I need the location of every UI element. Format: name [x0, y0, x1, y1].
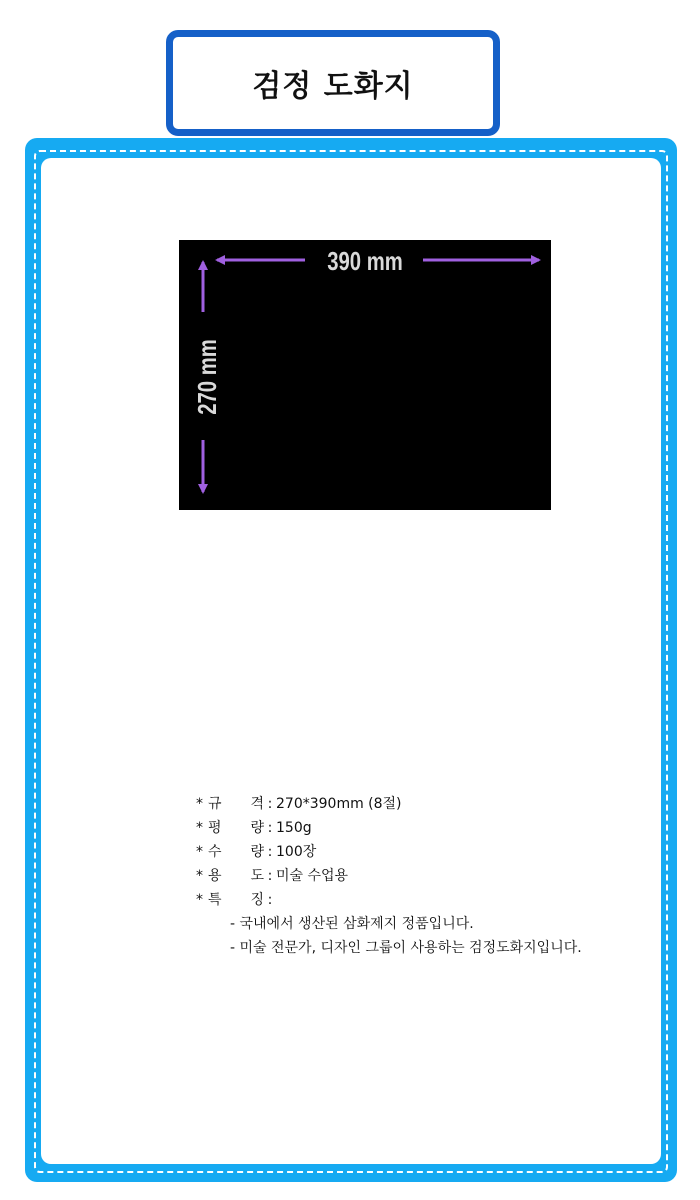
- spec-bullet: *: [196, 892, 203, 908]
- feature-line: - 미술 전문가, 디자인 그룹이 사용하는 검정도화지입니다.: [230, 940, 582, 956]
- spec-row-quantity: [196, 840, 582, 864]
- spec-key: 수 량: [208, 844, 264, 860]
- spec-separator: :: [267, 820, 273, 836]
- spec-value: 270*390mm (8절): [276, 796, 402, 812]
- spec-bullet: *: [196, 868, 203, 884]
- spec-row-weight: [196, 816, 582, 840]
- height-dimension-label: 270 mm: [192, 339, 222, 415]
- dimension-arrows: [179, 240, 551, 510]
- spec-value: 100장: [276, 844, 317, 860]
- spec-bullet: *: [196, 796, 203, 812]
- spec-separator: :: [267, 892, 273, 908]
- feature-line: - 국내에서 생산된 삼화제지 정품입니다.: [230, 916, 474, 932]
- black-paper-sheet: [179, 240, 551, 510]
- spec-bullet: *: [196, 820, 203, 836]
- spec-key: 용 도: [208, 868, 264, 884]
- spec-key: 평 량: [208, 820, 264, 836]
- spec-list: [196, 792, 582, 960]
- frame-content: [41, 158, 661, 1164]
- width-dimension-label: 390 mm: [327, 246, 403, 276]
- spec-key: 특 징: [208, 892, 264, 908]
- spec-value: 미술 수업용: [276, 868, 349, 884]
- title-box: [166, 30, 500, 136]
- product-frame: [25, 138, 677, 1182]
- page-title: 검정 도화지: [252, 69, 414, 104]
- spec-row-size: [196, 792, 582, 816]
- spec-value: 150g: [276, 820, 312, 836]
- spec-key: 규 격: [208, 796, 264, 812]
- spec-row-features: [196, 888, 582, 912]
- spec-separator: :: [267, 868, 273, 884]
- spec-bullet: *: [196, 844, 203, 860]
- spec-separator: :: [267, 844, 273, 860]
- spec-separator: :: [267, 796, 273, 812]
- spec-row-usage: [196, 864, 582, 888]
